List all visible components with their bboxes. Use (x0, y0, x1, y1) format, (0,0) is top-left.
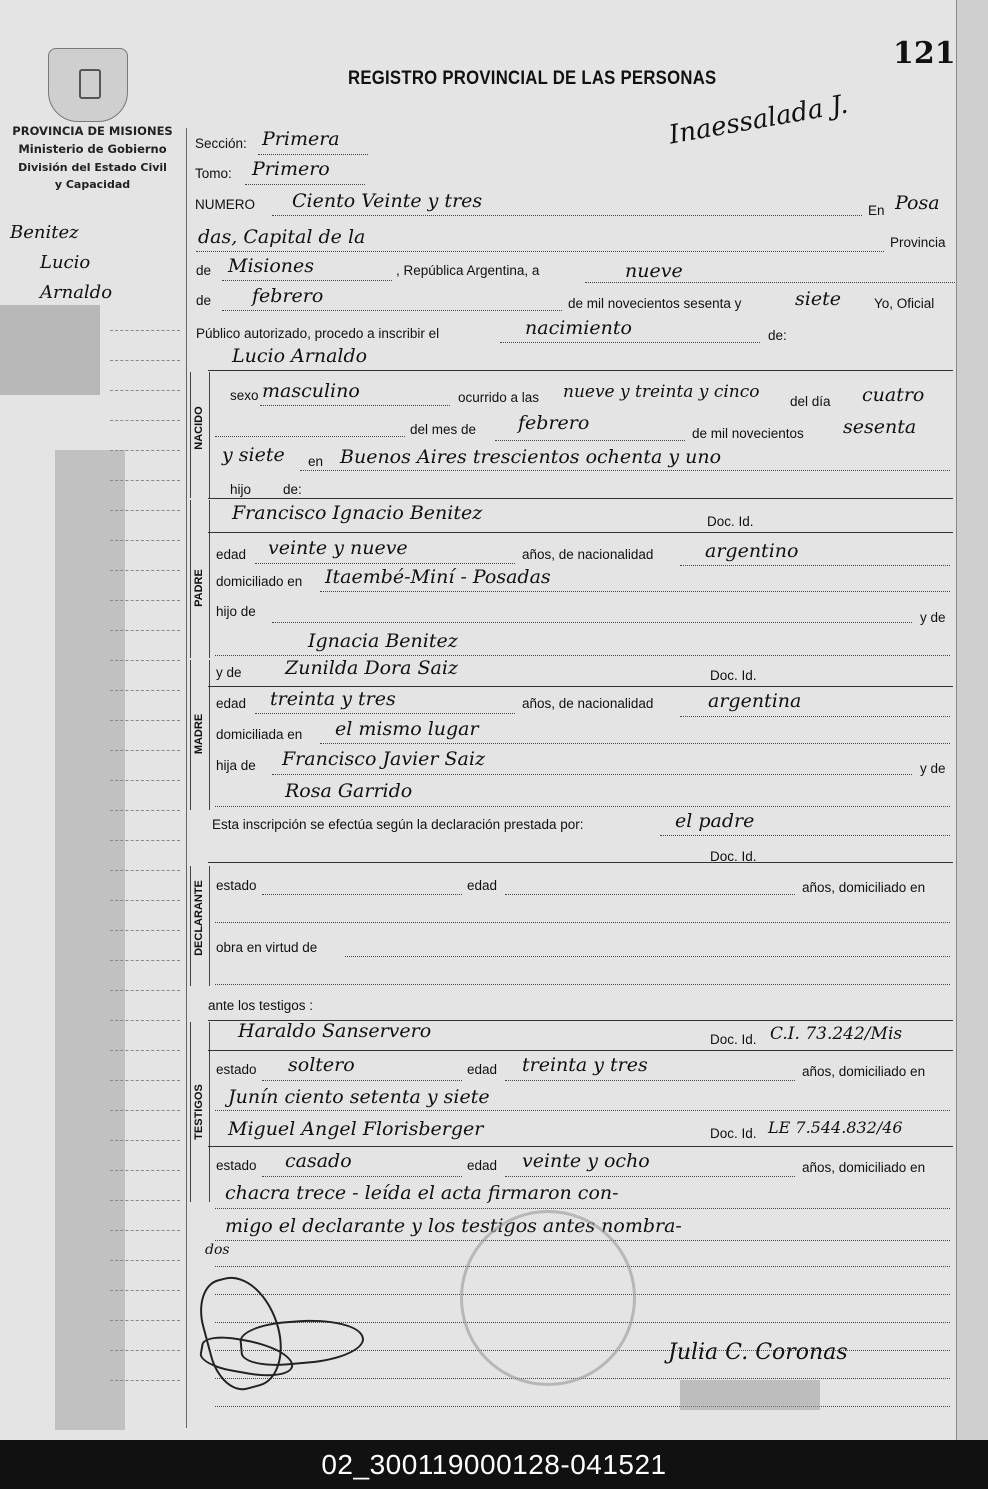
inscripcion-label: Esta inscripción se efectúa según la declaración prestada por: (212, 817, 584, 832)
declarante-estado-label: estado (216, 878, 257, 893)
padre-anios-label: años, de nacionalidad (522, 547, 654, 562)
adjacent-page-edge (956, 0, 988, 1440)
t1-nombre: Haraldo Sanservero (238, 1020, 432, 1042)
madre-y-de2-label: y de (920, 761, 946, 776)
dia-value: nueve (625, 260, 683, 282)
madre-madre: Rosa Garrido (285, 780, 413, 802)
closing-line-2: migo el declarante y los testigos antes nombra- (225, 1215, 682, 1237)
seccion-label: Sección: (195, 136, 247, 151)
page-number: 121 (893, 36, 956, 71)
dia-nac-value: cuatro (862, 384, 925, 406)
t1-edad-value: treinta y tres (522, 1054, 648, 1076)
ministry-label: Ministerio de Gobierno (18, 142, 167, 156)
madre-edad-value: treinta y tres (270, 688, 396, 710)
t2-edad-label: edad (467, 1158, 498, 1173)
padre-domiciliado-label: domiciliado en (216, 574, 303, 589)
padre-nombre: Francisco Ignacio Benitez (232, 502, 483, 524)
tomo-label: Tomo: (195, 166, 232, 181)
t2-nombre: Miguel Angel Florisberger (228, 1118, 484, 1140)
declarante-section-label: DECLARANTE (193, 880, 205, 956)
hijo-suffix: de: (283, 482, 302, 497)
mes-value: febrero (252, 285, 324, 307)
de-label-2: de (196, 293, 212, 308)
de-colon-label: de: (768, 328, 787, 343)
madre-edad-label: edad (216, 696, 247, 711)
t2-estado-label: estado (216, 1158, 257, 1173)
t2-estado-value: casado (285, 1150, 352, 1172)
province-label: PROVINCIA DE MISIONES (12, 124, 173, 138)
madre-section-label: MADRE (193, 713, 205, 755)
provincia-label: Provincia (890, 235, 946, 250)
t2-edad-value: veinte y ocho (522, 1150, 650, 1172)
madre-padre: Francisco Javier Saiz (282, 748, 485, 770)
madre-nombre: Zunilda Dora Saiz (285, 657, 458, 679)
ante-testigos-label: ante los testigos : (208, 998, 314, 1013)
inscripcion-value: el padre (675, 810, 755, 832)
coat-of-arms-icon (48, 48, 128, 122)
padre-nacionalidad: argentino (705, 540, 799, 562)
official-stamp (460, 1210, 636, 1386)
en-nac-label: en (308, 454, 324, 469)
official-name-stamp (680, 1380, 820, 1410)
tape-strip (55, 450, 125, 1430)
t2-anios-label: años, domiciliado en (802, 1160, 926, 1175)
madre-domiciliada-label: domiciliada en (216, 727, 303, 742)
sexo-value: masculino (262, 380, 360, 402)
t1-doc-value: C.I. 73.242/Mis (770, 1024, 903, 1044)
republica-label: , República Argentina, a (396, 263, 540, 278)
madre-domicilio: el mismo lugar (335, 718, 479, 740)
madre-anios-label: años, de nacionalidad (522, 696, 654, 711)
hijo-label: hijo (230, 482, 252, 497)
madre-hija-de-label: hija de (216, 758, 256, 773)
margin-name-3: Arnaldo (40, 282, 113, 303)
t1-doc-label: Doc. Id. (710, 1032, 757, 1047)
seccion-value: Primera (262, 128, 340, 150)
t2-domicilio: chacra trece - leída el acta firmaron con- (225, 1182, 619, 1204)
obra-label: obra en virtud de (216, 940, 318, 955)
tape-strip (0, 305, 100, 395)
column-divider (186, 128, 187, 1428)
margin-name-2: Lucio (40, 252, 91, 273)
sexo-label: sexo (230, 388, 259, 403)
padre-domicilio: Itaembé-Miní - Posadas (325, 566, 551, 588)
mes-nac-value: febrero (518, 412, 590, 434)
city-value: das, Capital de la (198, 226, 366, 248)
image-caption: 02_300119000128-041521 (0, 1440, 988, 1489)
closing-line-3: dos (205, 1242, 230, 1258)
t1-anios-label: años, domiciliado en (802, 1064, 926, 1079)
provincia-value: Misiones (228, 255, 315, 277)
numero-label: NUMERO (195, 197, 255, 212)
top-signature: Inaessalada J. (666, 89, 851, 151)
t1-edad-label: edad (467, 1062, 498, 1077)
division-label-1: División del Estado Civil (18, 161, 167, 174)
madre-doc-label: Doc. Id. (710, 668, 757, 683)
t1-estado-value: soltero (288, 1054, 355, 1076)
lugar-value: Buenos Aires trescientos ochenta y uno (340, 446, 722, 468)
padre-y-de-label: y de (920, 610, 946, 625)
del-dia-label: del día (790, 394, 831, 409)
t1-domicilio: Junín ciento setenta y siete (228, 1086, 490, 1108)
de-mil-label: de mil novecientos (692, 426, 804, 441)
declarante-edad-label: edad (467, 878, 498, 893)
declarante-anios-label: años, domiciliado en (802, 880, 926, 895)
acto-value: nacimiento (525, 317, 632, 339)
hora-value: nueve y treinta y cinco (563, 382, 760, 402)
padre-padres: Ignacia Benitez (308, 630, 458, 652)
t2-doc-value: LE 7.544.832/46 (768, 1118, 903, 1137)
numero-value: Ciento Veinte y tres (292, 190, 483, 212)
del-mes-label: del mes de (410, 422, 477, 437)
madre-y-de-label: y de (216, 665, 242, 680)
t2-doc-label: Doc. Id. (710, 1126, 757, 1141)
margin-name-1: Benitez (10, 222, 79, 243)
tomo-value: Primero (252, 158, 330, 180)
anio-nac-value: sesenta (843, 416, 917, 438)
yo-label: Yo, Oficial (874, 296, 935, 311)
t1-estado-label: estado (216, 1062, 257, 1077)
padre-doc-label: Doc. Id. (707, 514, 754, 529)
left-margin-column (0, 0, 185, 1440)
padre-edad-value: veinte y nueve (268, 537, 408, 559)
nacido-section-label: NACIDO (193, 406, 205, 450)
mil-label: de mil novecientos sesenta y (568, 296, 742, 311)
division-label-2: y Capacidad (54, 178, 131, 191)
ocurrido-label: ocurrido a las (458, 390, 540, 405)
anio-nac-cont: y siete (222, 444, 285, 466)
nombre-inscripto: Lucio Arnaldo (232, 345, 368, 367)
madre-nacionalidad: argentina (708, 690, 802, 712)
padre-edad-label: edad (216, 547, 247, 562)
testigos-section-label: TESTIGOS (193, 1084, 205, 1140)
en-value: Posa (895, 192, 940, 214)
en-label: En (868, 203, 885, 218)
padre-section-label: PADRE (193, 569, 205, 607)
padre-hijo-de-label: hijo de (216, 604, 256, 619)
official-signature: Julia C. Coronas (668, 1340, 848, 1365)
page-title: REGISTRO PROVINCIAL DE LAS PERSONAS (348, 68, 717, 89)
anio-value: siete (795, 288, 841, 310)
publico-label: Público autorizado, procedo a inscribir el (196, 326, 440, 341)
de-label: de (196, 263, 212, 278)
inscripcion-doc-label: Doc. Id. (710, 849, 757, 864)
